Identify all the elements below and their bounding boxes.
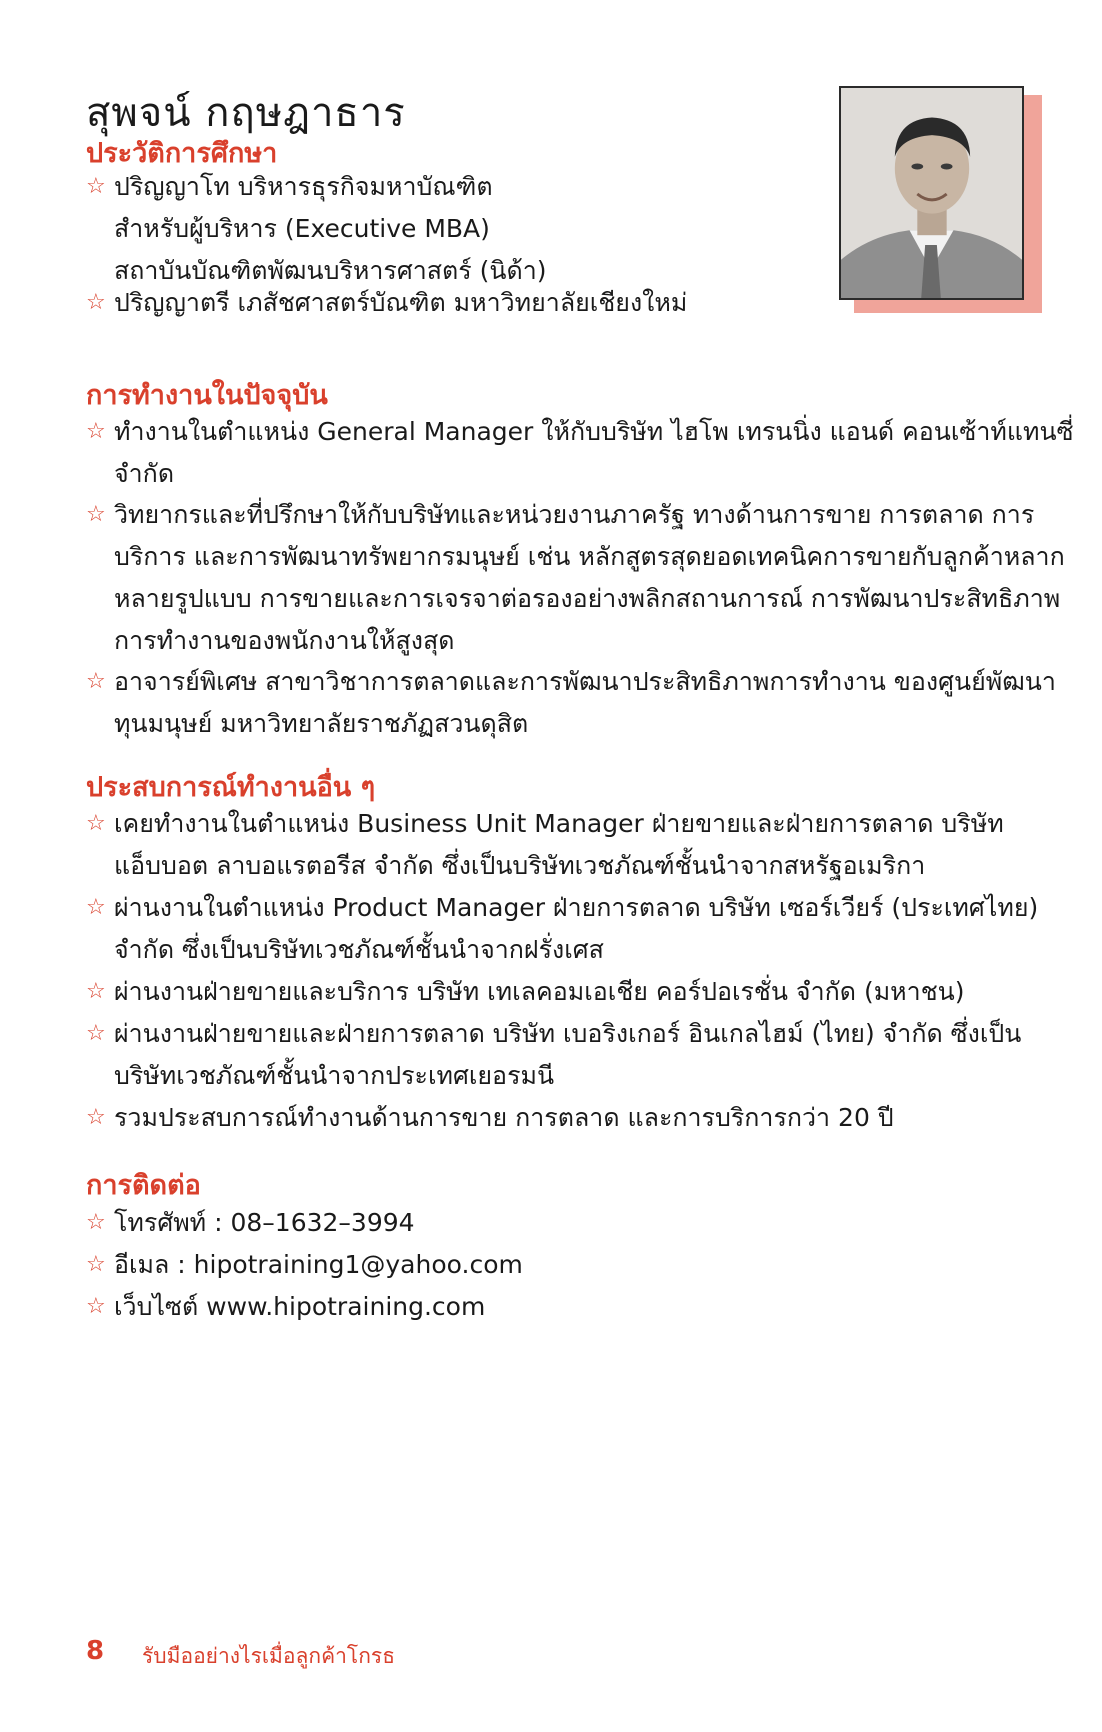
star-bullet-icon: ☆	[86, 1105, 106, 1130]
list-item	[86, 494, 1065, 662]
list-item	[86, 166, 1036, 292]
section-title-contact: การติดต่อ	[86, 1170, 201, 1201]
item-text: ทำงานในตำแหน่ง General Manager ให้กับบริษัท ไฮโพ เทรนนิ่ง แอนด์ คอนเซ้าท์แทนซี่ จำกัด	[114, 417, 1074, 488]
book-title: รับมืออย่างไรเมื่อลูกค้าโกรธ	[142, 1644, 396, 1668]
star-bullet-icon: ☆	[86, 811, 106, 836]
list-item	[86, 411, 1074, 495]
star-bullet-icon: ☆	[86, 1210, 106, 1235]
contact-phone	[86, 1202, 1036, 1244]
item-text: เว็บไซต์ www.hipotraining.com	[114, 1292, 486, 1321]
section-title-other-experience: ประสบการณ์ทำงานอื่น ๆ	[86, 772, 376, 803]
item-text: อีเมล : hipotraining1@yahoo.com	[114, 1250, 523, 1279]
star-bullet-icon: ☆	[86, 1294, 106, 1319]
item-text: ผ่านงานฝ่ายขายและบริการ บริษัท เทเลคอมเอเชีย คอร์ปอเรชั่น จำกัด (มหาชน)	[114, 977, 965, 1006]
item-text: ปริญญาโท บริหารธุรกิจมหาบัณฑิต สำหรับผู้บริหาร (Executive MBA) สถาบันบัณฑิตพัฒนบริหารศาสตร์ (นิด้า)	[114, 172, 547, 285]
star-bullet-icon: ☆	[86, 290, 106, 315]
star-bullet-icon: ☆	[86, 419, 106, 444]
item-text: ปริญญาตรี เภสัชศาสตร์บัณฑิต มหาวิทยาลัยเชียงใหม่	[114, 288, 688, 317]
star-bullet-icon: ☆	[86, 1252, 106, 1277]
section-title-education: ประวัติการศึกษา	[86, 138, 278, 169]
list-item	[86, 282, 1036, 324]
list-item	[86, 1013, 1036, 1097]
star-bullet-icon: ☆	[86, 979, 106, 1004]
item-text: อาจารย์พิเศษ สาขาวิชาการตลาดและการพัฒนาประสิทธิภาพการทำงาน ของศูนย์พัฒนา ทุนมนุษย์ มหาวิทยาลัยราชภัฏสวนดุสิต	[114, 667, 1056, 738]
contact-website	[86, 1286, 1036, 1328]
star-bullet-icon: ☆	[86, 174, 106, 199]
star-bullet-icon: ☆	[86, 502, 106, 527]
page-number: 8	[86, 1636, 105, 1666]
list-item	[86, 661, 1056, 745]
section-title-current-work: การทำงานในปัจจุบัน	[86, 380, 328, 411]
list-item	[86, 803, 1036, 887]
item-text: ผ่านงานฝ่ายขายและฝ่ายการตลาด บริษัท เบอริงเกอร์ อินเกลไฮม์ (ไทย) จำกัด ซึ่งเป็น บริษัทเวชภัณฑ์ชั้นนำจากประเทศเยอรมนี	[114, 1019, 1022, 1090]
contact-email	[86, 1244, 1036, 1286]
author-name: สุพจน์ กฤษฎาธาร	[86, 90, 406, 136]
item-text: วิทยากรและที่ปรึกษาให้กับบริษัทและหน่วยงานภาครัฐ ทางด้านการขาย การตลาด การ บริการ และการพัฒนาทรัพยากรมนุษย์ เช่น หลักสูตรสุดยอดเทคนิคการขายกับลูกค้าหลาก หลายรูปแบบ การขายและการเจรจาต่อรองอย่างพลิกสถานการณ์ การพัฒนาประสิทธิภาพ การทำงานของพนักงานให้สูงสุด	[114, 500, 1065, 655]
star-bullet-icon: ☆	[86, 669, 106, 694]
star-bullet-icon: ☆	[86, 1021, 106, 1046]
list-item	[86, 887, 1039, 971]
item-text: ผ่านงานในตำแหน่ง Product Manager ฝ่ายการตลาด บริษัท เซอร์เวียร์ (ประเทศไทย) จำกัด ซึ่งเป็นบริษัทเวชภัณฑ์ชั้นนำจากฝรั่งเศส	[114, 893, 1039, 964]
item-text: โทรศัพท์ : 08–1632–3994	[114, 1208, 415, 1237]
item-text: รวมประสบการณ์ทำงานด้านการขาย การตลาด และการบริการกว่า 20 ปี	[114, 1103, 894, 1132]
star-bullet-icon: ☆	[86, 895, 106, 920]
list-item	[86, 971, 1036, 1013]
item-text: เคยทำงานในตำแหน่ง Business Unit Manager ฝ่ายขายและฝ่ายการตลาด บริษัท แอ็บบอต ลาบอแรตอรีส จำกัด ซึ่งเป็นบริษัทเวชภัณฑ์ชั้นนำจากสหรัฐอเมริกา	[114, 809, 1004, 880]
list-item	[86, 1097, 1036, 1139]
